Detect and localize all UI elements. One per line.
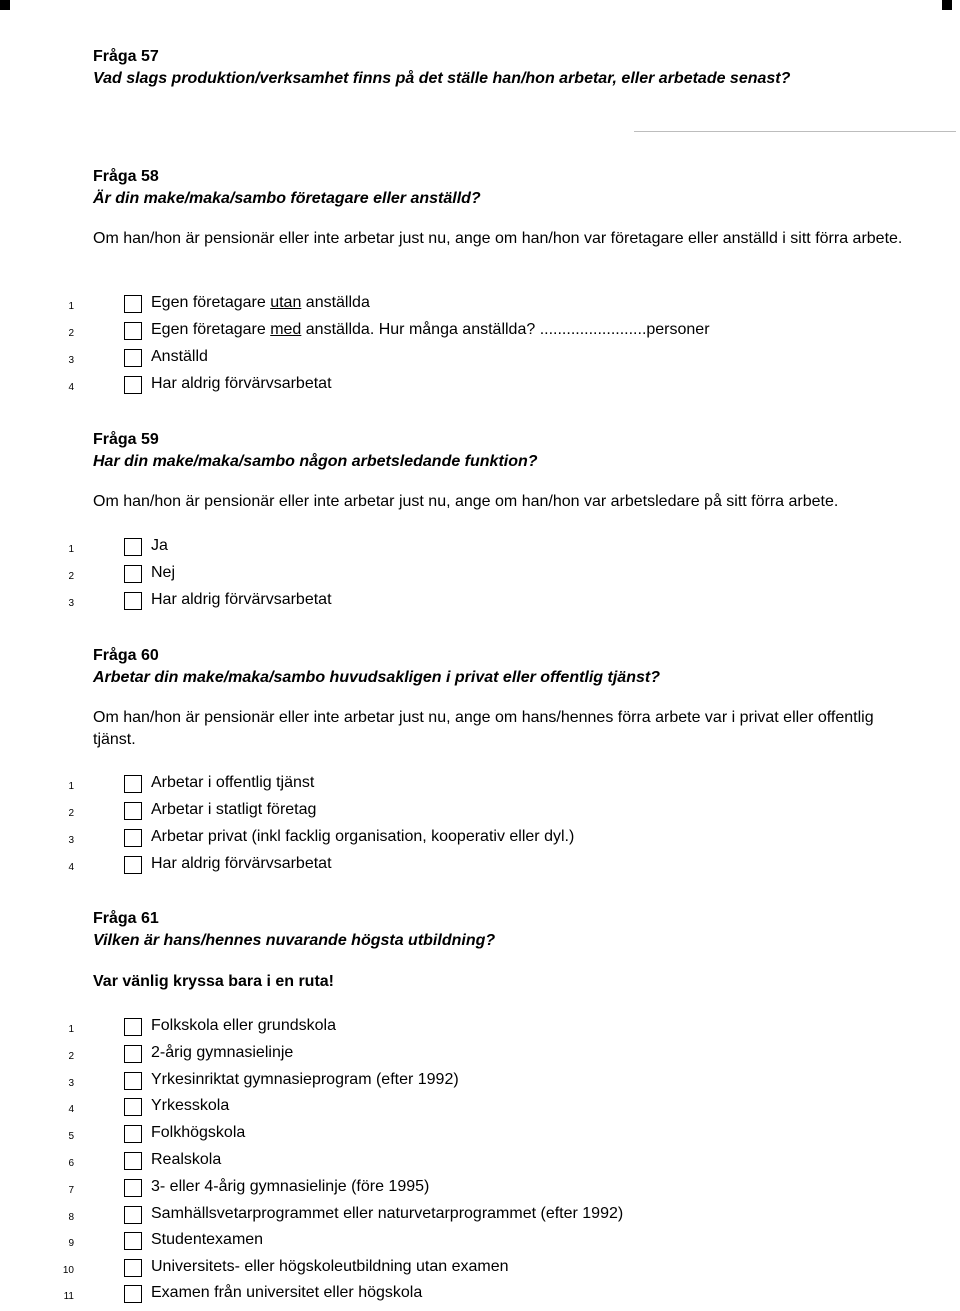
option-label: Realskola [151, 1151, 222, 1168]
option-number: 3 [68, 1078, 74, 1089]
option-label: Arbetar privat (inkl facklig organisation, kooperativ eller dyl.) [151, 828, 575, 845]
question-number: Fråga 57 [93, 48, 159, 65]
option-label: Anställd [151, 348, 208, 365]
checkbox[interactable] [124, 376, 142, 394]
question-59 [93, 429, 953, 473]
checkbox[interactable] [124, 1206, 142, 1224]
checkbox[interactable] [124, 1018, 142, 1036]
option-number: 9 [68, 1238, 74, 1249]
checkbox[interactable] [124, 829, 142, 847]
option-number: 5 [68, 1131, 74, 1142]
checkbox[interactable] [124, 1098, 142, 1116]
option-label: Nej [151, 564, 176, 581]
option-label: 3- eller 4-årig gymnasielinje (före 1995) [151, 1178, 430, 1195]
checkbox[interactable] [124, 565, 142, 583]
question-60-note: Om han/hon är pensionär eller inte arbetar just nu, ange om hans/hennes förra arbete var i privat eller offentlig tjänst. [93, 709, 874, 748]
checkbox[interactable] [124, 1152, 142, 1170]
question-text: Vad slags produktion/verksamhet finns på det ställe han/hon arbetar, eller arbetade senast? [93, 70, 791, 87]
option-number: 2 [68, 328, 74, 339]
question-number: Fråga 58 [93, 168, 159, 185]
option-number: 10 [62, 1265, 74, 1276]
option-number: 2 [68, 1051, 74, 1062]
option-number: 7 [68, 1185, 74, 1196]
question-60 [93, 645, 953, 689]
question-58 [93, 166, 953, 210]
checkbox[interactable] [124, 802, 142, 820]
corner-mark-right [942, 0, 952, 10]
option-number: 3 [68, 355, 74, 366]
question-59-note: Om han/hon är pensionär eller inte arbetar just nu, ange om han/hon var arbetsledare på sitt förra arbete. [93, 493, 839, 510]
checkbox[interactable] [124, 322, 142, 340]
option-label: Folkhögskola [151, 1124, 246, 1141]
option-label: Arbetar i offentlig tjänst [151, 774, 315, 791]
option-number: 2 [68, 808, 74, 819]
option-label: 2-årig gymnasielinje [151, 1044, 294, 1061]
option-number: 8 [68, 1212, 74, 1223]
checkbox[interactable] [124, 1259, 142, 1277]
option-label: Egen företagare med anställda. Hur många anställda? ........................personer [151, 321, 710, 338]
checkbox[interactable] [124, 349, 142, 367]
question-number: Fråga 61 [93, 910, 159, 927]
question-61 [93, 908, 953, 952]
option-number: 1 [68, 1024, 74, 1035]
corner-mark-left [0, 0, 10, 10]
option-number: 1 [68, 544, 74, 555]
checkbox[interactable] [124, 856, 142, 874]
option-number: 4 [68, 382, 74, 393]
checkbox[interactable] [124, 592, 142, 610]
option-number: 11 [63, 1291, 74, 1302]
option-label: Examen från universitet eller högskola [151, 1284, 423, 1301]
question-61-instruction: Var vänlig kryssa bara i en ruta! [93, 973, 335, 990]
option-number: 6 [68, 1158, 74, 1169]
option-label: Yrkesinriktat gymnasieprogram (efter 1992) [151, 1071, 459, 1088]
question-57 [93, 46, 953, 90]
question-text: Arbetar din make/maka/sambo huvudsakligen i privat eller offentlig tjänst? [93, 669, 660, 686]
answer-line [634, 131, 956, 132]
option-number: 3 [68, 835, 74, 846]
option-number: 1 [68, 301, 74, 312]
option-label: Yrkesskola [151, 1097, 230, 1114]
option-label: Ja [151, 537, 168, 554]
question-number: Fråga 59 [93, 431, 159, 448]
checkbox[interactable] [124, 1232, 142, 1250]
option-label: Folkskola eller grundskola [151, 1017, 336, 1034]
option-label: Egen företagare utan anställda [151, 294, 370, 311]
checkbox[interactable] [124, 538, 142, 556]
option-number: 3 [68, 598, 74, 609]
checkbox[interactable] [124, 775, 142, 793]
checkbox[interactable] [124, 295, 142, 313]
option-label: Universitets- eller högskoleutbildning utan examen [151, 1258, 509, 1275]
option-label: Studentexamen [151, 1231, 264, 1248]
option-label: Arbetar i statligt företag [151, 801, 317, 818]
question-text: Vilken är hans/hennes nuvarande högsta utbildning? [93, 932, 496, 949]
option-label: Har aldrig förvärvsarbetat [151, 375, 332, 392]
checkbox[interactable] [124, 1285, 142, 1303]
question-58-note: Om han/hon är pensionär eller inte arbetar just nu, ange om han/hon var företagare eller anställd i sitt förra arbete. [93, 230, 903, 247]
option-number: 4 [68, 862, 74, 873]
option-label: Har aldrig förvärvsarbetat [151, 855, 332, 872]
option-label: Samhällsvetarprogrammet eller naturvetarprogrammet (efter 1992) [151, 1205, 624, 1222]
option-label: Har aldrig förvärvsarbetat [151, 591, 332, 608]
question-text: Har din make/maka/sambo någon arbetsledande funktion? [93, 453, 538, 470]
checkbox[interactable] [124, 1179, 142, 1197]
question-text: Är din make/maka/sambo företagare eller anställd? [93, 190, 481, 207]
option-number: 2 [68, 571, 74, 582]
checkbox[interactable] [124, 1125, 142, 1143]
checkbox[interactable] [124, 1045, 142, 1063]
question-number: Fråga 60 [93, 647, 159, 664]
option-number: 1 [68, 781, 74, 792]
checkbox[interactable] [124, 1072, 142, 1090]
option-number: 4 [68, 1104, 74, 1115]
